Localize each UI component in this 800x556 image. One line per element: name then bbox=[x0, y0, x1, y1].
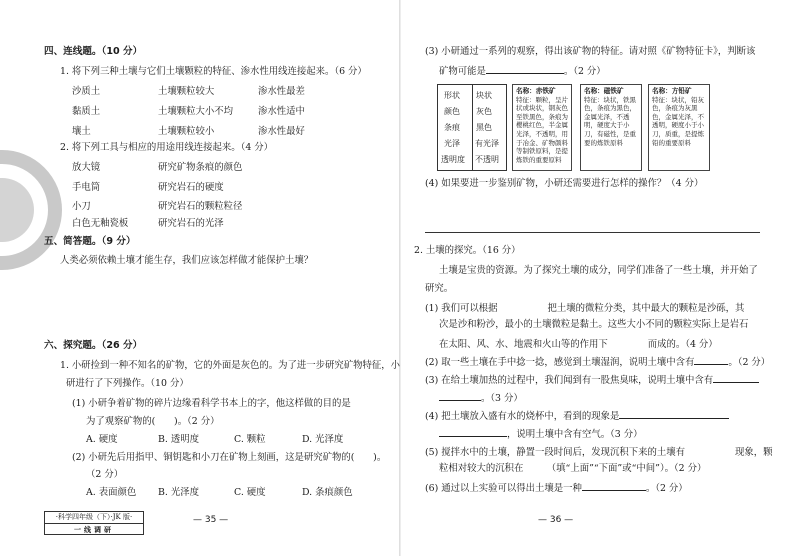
feature-value: 黑色 bbox=[476, 123, 492, 132]
section4-title: 四、连线题。（10 分） bbox=[44, 46, 143, 57]
footer-brand-line2: 一线调研 bbox=[45, 523, 143, 535]
answer-blank[interactable] bbox=[439, 427, 507, 437]
soil-type: 黏质土 bbox=[72, 106, 101, 117]
question-2: 2. 将下列工具与相应的用途用线连接起来。（4 分） bbox=[60, 142, 274, 153]
s6-sub1-line2: 为了观察矿物的( )。（2 分） bbox=[86, 416, 220, 427]
part1-line3-rest: 而成的。（4 分） bbox=[647, 339, 718, 350]
card-text: 特征：块状，铁黑色，条痕为黑色，金属光泽，不透明，硬度大于小刀，有磁性，是重要的炼铁原料 bbox=[584, 95, 636, 147]
soil-feature: 土壤颗粒大小不均 bbox=[158, 106, 234, 117]
part4-suffix: ，说明土壤中含有空气。（3 分） bbox=[507, 429, 643, 440]
part3-line1 bbox=[425, 373, 759, 387]
feature-value: 灰色 bbox=[476, 107, 492, 116]
page-number-right: — 36 — bbox=[538, 515, 574, 525]
option-c: C. 颗粒 bbox=[234, 434, 266, 445]
q4: (4) 如果要进一步鉴别矿物，小研还需要进行怎样的操作？（4 分） bbox=[425, 178, 704, 189]
q3-suffix: 。（2 分） bbox=[563, 66, 606, 77]
card-text: 特征：块状，铅灰色，条痕为灰黑色，金属光泽，不透明，硬度小于小刀，质重，是提炼铅的重要原料 bbox=[652, 95, 704, 147]
section5-title: 五、简答题。（9 分） bbox=[44, 236, 136, 247]
feature-table bbox=[437, 84, 507, 171]
section6-title: 六、探究题。（26 分） bbox=[44, 340, 143, 351]
soil-feature: 土壤颗粒较大 bbox=[158, 86, 215, 97]
part1-line2: 次是沙和粉沙，最小的土壤微粒是黏土。这些大小不同的颗粒实际上是岩石 bbox=[439, 319, 749, 330]
part1-prefix: (1) 我们可以根据 bbox=[425, 303, 498, 314]
q3-line1: (3) 小研通过一系列的观察，得出该矿物的特征。请对照《矿物特征卡》，判断该 bbox=[425, 46, 756, 57]
part3-suffix: 。（3 分） bbox=[481, 393, 523, 404]
feature-value: 有光泽 bbox=[475, 139, 499, 148]
feature-value: 不透明 bbox=[475, 155, 499, 164]
s6-question1-line1: 1. 小研捡到一种不知名的矿物，它的外面是灰色的。为了进一步研究矿物特征，小 bbox=[60, 360, 401, 371]
option-b: B. 光泽度 bbox=[158, 487, 199, 498]
question-1: 1. 将下列三种土壤与它们土壤颗粒的特征、渗水性用线连接起来。（6 分） bbox=[60, 66, 367, 77]
option-d: D. 条痕颜色 bbox=[302, 487, 353, 498]
part1-line3 bbox=[439, 337, 718, 351]
answer-blank[interactable] bbox=[713, 373, 759, 383]
part3-line2 bbox=[439, 391, 523, 405]
table-divider bbox=[472, 85, 473, 170]
feature-label: 颜色 bbox=[444, 107, 460, 116]
part5-line2: 粒相对较大的沉积在 （填“上面”“下面”或“中间”）。（2 分） bbox=[439, 463, 707, 474]
soil-type: 沙质土 bbox=[72, 86, 101, 97]
part6-suffix: 。（2 分） bbox=[645, 483, 688, 494]
question-2-title: 2. 土壤的探究。（16 分） bbox=[414, 245, 521, 256]
part6-prefix: (6) 通过以上实验可以得出土壤是一种 bbox=[425, 483, 582, 494]
answer-blank[interactable] bbox=[582, 481, 646, 491]
part4-line2 bbox=[439, 427, 643, 441]
q3-line2 bbox=[439, 64, 606, 78]
tool-name: 放大镜 bbox=[72, 162, 101, 173]
feature-label: 透明度 bbox=[441, 155, 465, 164]
soil-permeability: 渗水性最好 bbox=[258, 126, 305, 137]
part1-line3-prefix: 在太阳、风、水、地震和火山等的作用下 bbox=[439, 339, 608, 350]
part5-line1 bbox=[425, 445, 773, 459]
part3-text: (3) 在给土壤加热的过程中，我们闻到有一股焦臭味，说明土壤中含有 bbox=[425, 375, 714, 386]
tool-name: 白色无釉瓷板 bbox=[72, 218, 129, 229]
answer-blank[interactable] bbox=[439, 391, 481, 401]
tool-use: 研究岩石的硬度 bbox=[158, 182, 224, 193]
page-spine bbox=[399, 0, 401, 556]
answer-blank[interactable] bbox=[486, 64, 564, 74]
part2-suffix: 。（2 分） bbox=[728, 357, 771, 368]
tool-use: 研究岩石的颗粒粒径 bbox=[158, 201, 243, 212]
card-title: 名称：磁铁矿 bbox=[584, 87, 624, 95]
part2-prefix: (2) 取一些土壤在手中捻一捻，感觉到土壤湿润，说明土壤中含有 bbox=[425, 357, 695, 368]
section5-question: 人类必须依赖土壤才能生存，我们应该怎样做才能保护土壤？ bbox=[60, 255, 314, 266]
option-a: A. 表面颜色 bbox=[86, 487, 137, 498]
mineral-card-galena bbox=[648, 84, 710, 171]
feature-label: 条痕 bbox=[444, 123, 460, 132]
feature-label: 形状 bbox=[444, 91, 460, 100]
page-number-left: — 35 — bbox=[193, 515, 229, 525]
footer-brand-line1: ·科学四年级（下）·JK 版· bbox=[55, 513, 133, 521]
tool-name: 小刀 bbox=[72, 201, 91, 212]
answer-blank[interactable] bbox=[619, 409, 729, 419]
feature-label: 光泽 bbox=[444, 139, 460, 148]
s6-sub2-line2: （2 分） bbox=[86, 469, 124, 480]
soil-type: 壤土 bbox=[72, 126, 91, 137]
part1-line1 bbox=[425, 301, 744, 315]
soil-feature: 土壤颗粒较小 bbox=[158, 126, 215, 137]
s6-sub1-line1: (1) 小研争着矿物的碎片边缘看科学书本上的字，他这样做的目的是 bbox=[72, 398, 351, 409]
part4-text: (4) 把土壤放入盛有水的烧杯中，看到的现象是 bbox=[425, 411, 620, 422]
tool-use: 研究岩石的光泽 bbox=[158, 218, 224, 229]
mineral-card-magnetite bbox=[580, 84, 642, 171]
s6-question1-line2: 研进行了下列操作。（10 分） bbox=[66, 378, 189, 389]
tool-use: 研究矿物条痕的颜色 bbox=[158, 162, 243, 173]
tool-name: 手电筒 bbox=[72, 182, 101, 193]
s6-sub2-line1: (2) 小研先后用指甲、铜钥匙和小刀在矿物上刻画，这是研究矿物的( )。 bbox=[72, 452, 387, 463]
option-b: B. 透明度 bbox=[158, 434, 199, 445]
part5-tail: 现象，颗 bbox=[735, 447, 773, 458]
answer-blank[interactable] bbox=[685, 445, 735, 455]
card-title: 名称：赤铁矿 bbox=[516, 87, 556, 95]
part6 bbox=[425, 481, 688, 495]
mineral-card-hematite bbox=[512, 84, 572, 171]
footer-brand bbox=[44, 511, 144, 535]
answer-blank[interactable] bbox=[608, 337, 648, 347]
card-title: 名称：方铅矿 bbox=[652, 87, 692, 95]
q3-prefix: 矿物可能是 bbox=[439, 66, 486, 77]
answer-blank[interactable] bbox=[694, 355, 728, 365]
option-a: A. 硬度 bbox=[86, 434, 118, 445]
option-c: C. 硬度 bbox=[234, 487, 266, 498]
part4-line1 bbox=[425, 409, 729, 423]
part2 bbox=[425, 355, 770, 369]
option-d: D. 光泽度 bbox=[302, 434, 344, 445]
answer-blank[interactable] bbox=[498, 301, 548, 311]
soil-permeability: 渗水性最差 bbox=[258, 86, 305, 97]
card-text: 特征：颗粒，呈片状或块状，钢灰色至铁黑色，条痕为樱桃红色，半金属光泽，不透明，用于冶金、矿物颜料等制铁原料，是提炼铁的重要原料 bbox=[516, 95, 568, 164]
part5-text: (5) 搅拌水中的土壤，静置一段时间后，发现沉积下来的土壤有 bbox=[425, 447, 686, 458]
intro-line2: 研究。 bbox=[425, 283, 454, 294]
soil-permeability: 渗水性适中 bbox=[258, 106, 305, 117]
part1-rest: 把土壤的微粒分类，其中最大的颗粒是沙砾，其 bbox=[547, 303, 745, 314]
intro-line1: 土壤是宝贵的资源。为了探究土壤的成分，同学们准备了一些土壤，并开始了 bbox=[439, 265, 758, 276]
answer-line[interactable] bbox=[425, 232, 760, 233]
feature-value: 块状 bbox=[476, 91, 492, 100]
